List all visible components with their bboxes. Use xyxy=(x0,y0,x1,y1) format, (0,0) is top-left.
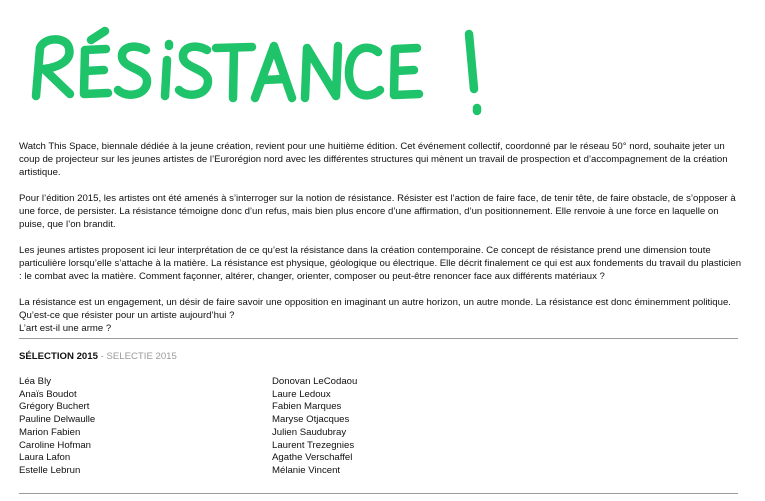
intro-paragraph-3: Les jeunes artistes proposent ici leur interprétation de ce qu’est la résistance dans la création contemporaine. Ce concept de résistance prend une dimension toute particulière lorsqu’elle s’attache à la matière. La résistance est physique, géologique ou électrique. Elle décrit finalement ce qui est aux fondements du travail du plasticien : le combat avec la matière. Comment façonner, altérer, changer, orienter, composer ou peut-être renoncer face aux différents matériaux ? xyxy=(19,245,742,282)
selection-title-fr: SÉLECTION 2015 xyxy=(19,351,98,362)
artist-name: Estelle Lebrun xyxy=(19,464,81,476)
artist-name: Maryse Otjacques xyxy=(272,414,350,426)
artist-name: Laure Ledoux xyxy=(272,388,331,400)
resistance-logo-lettering xyxy=(22,10,482,120)
artist-name: Pauline Delwaulle xyxy=(19,414,96,426)
intro-paragraph-2: Pour l’édition 2015, les artistes ont été amenés à s’interroger sur la notion de résistance. Résister est l’action de faire face, de tenir tête, de faire obstacle, de s’opposer à une force, de persister. La résistance témoigne donc d’un refus, mais bien plus encore d’une affirmation, d’un positionnement. Elle renvoie à une force en laquelle on puise, que l’on brandit. xyxy=(19,193,736,230)
intro-paragraph-4 xyxy=(19,296,744,335)
artist-name: Léa Bly xyxy=(19,376,51,387)
artist-name: Caroline Hofman xyxy=(19,439,91,451)
divider-top xyxy=(19,338,738,339)
artist-name: Grégory Buchert xyxy=(19,401,90,413)
selection-heading xyxy=(19,350,177,363)
intro-text xyxy=(19,140,744,335)
divider-bottom xyxy=(19,493,738,494)
resistance-logo xyxy=(22,10,482,120)
intro-paragraph-4-line-1: La résistance est un engagement, un désir de faire savoir une opposition en imaginant un autre horizon, un autre monde. La résistance est donc éminemment politique. xyxy=(19,297,731,308)
intro-paragraph-4-line-2: Qu’est-ce que résister pour un artiste aujourd’hui ? xyxy=(19,310,235,321)
selection-title-nl: SELECTIE 2015 xyxy=(106,351,177,362)
intro-paragraph-1: Watch This Space, biennale dédiée à la jeune création, revient pour une huitième édition. Cet événement collectif, coordonné par le réseau 50° nord, souhaite jeter un coup de projecteur sur les jeunes artistes de l’Eurorégion nord avec les différentes structures qui mènent un travail de prospection et d’accompagnement de la création artistique. xyxy=(19,141,728,178)
artist-name: Laura Lafon xyxy=(19,452,71,464)
artist-name: Agathe Verschaffel xyxy=(272,452,353,464)
artist-name: Fabien Marques xyxy=(272,401,342,413)
artist-name: Laurent Trezegnies xyxy=(272,439,355,451)
artist-name: Marion Fabien xyxy=(19,426,81,438)
artist-list-left xyxy=(19,376,95,478)
artist-name: Donovan LeCodaou xyxy=(272,376,358,387)
intro-paragraph-4-line-3: L’art est-il une arme ? xyxy=(19,323,112,334)
selection-title-separator: - xyxy=(97,351,107,362)
artist-name: Julien Saudubray xyxy=(272,426,347,438)
artist-name: Anaïs Boudot xyxy=(19,388,77,400)
artist-list-right xyxy=(272,376,357,478)
artist-name: Mélanie Vincent xyxy=(272,464,341,476)
